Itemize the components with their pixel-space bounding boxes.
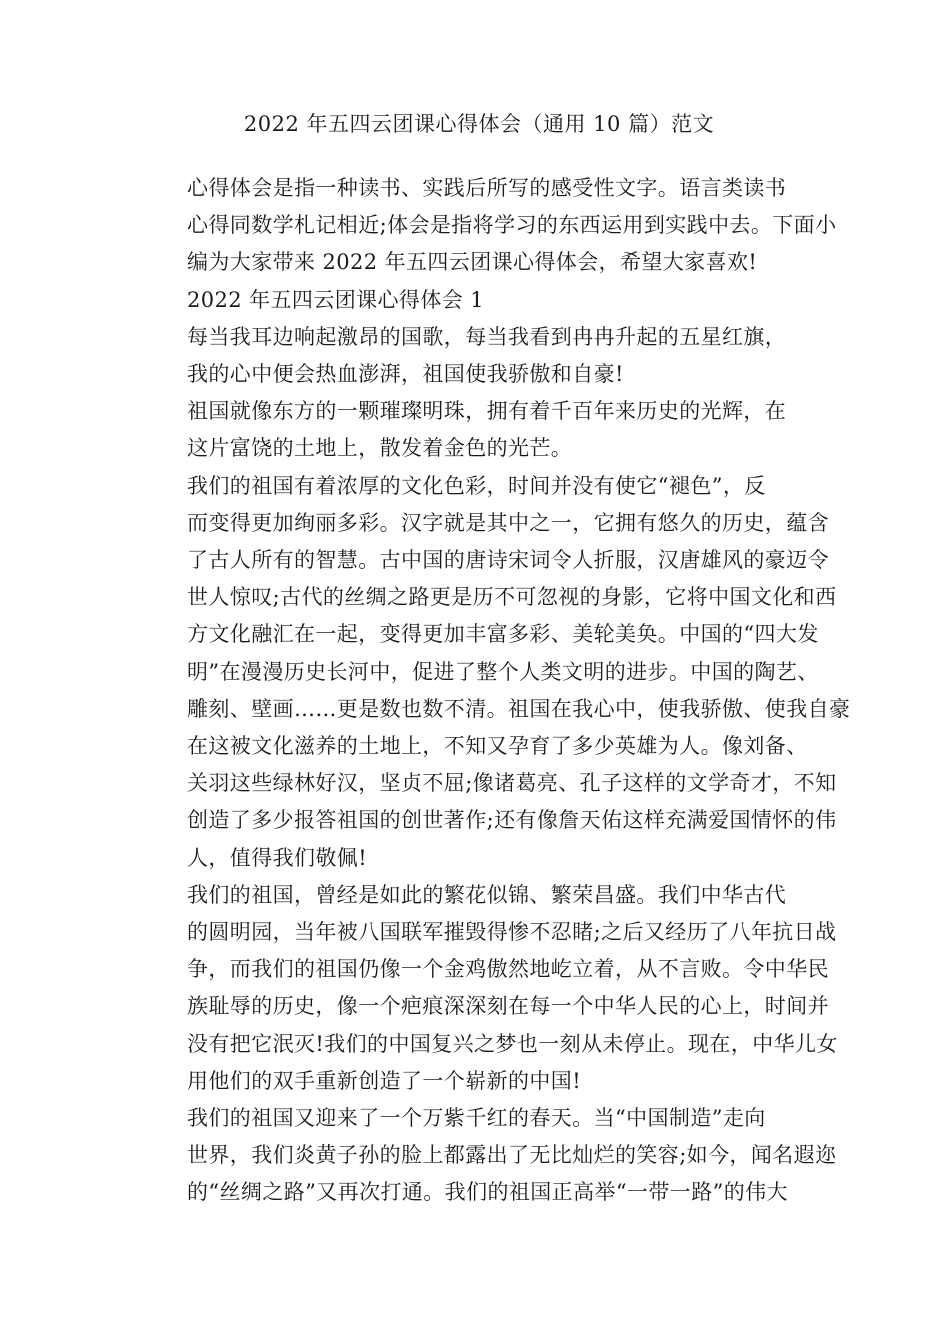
paragraph — [145, 282, 813, 319]
text-line: 心得体会是指一种读书、实践后所写的感受性文字。语言类读书 — [187, 176, 787, 200]
text-line: 编为大家带来 2022 年五四云团课心得体会，希望大家喜欢! — [187, 250, 758, 275]
paragraph — [145, 393, 813, 467]
text-line: 世人惊叹;古代的丝绸之路更是历不可忽视的身影，它将中国文化和西 — [187, 585, 837, 610]
text-line: 世界，我们炎黄子孙的脸上都露出了无比灿烂的笑容;如今，闻名遐迩 — [187, 1143, 837, 1168]
paragraph — [145, 1100, 837, 1212]
text-line: 我的心中便会热血澎湃，祖国使我骄傲和自豪! — [187, 362, 624, 387]
text-line: 族耻辱的历史，像一个疤痕深深刻在每一个中华人民的心上，时间并 — [187, 994, 829, 1019]
text-line: 没有把它泯灭!我们的中国复兴之梦也一刻从未停止。现在，中华儿女 — [187, 1031, 838, 1056]
paragraph — [145, 728, 837, 877]
paragraph — [145, 468, 851, 728]
text-line: 每当我耳边响起激昂的国歌，每当我看到冉冉升起的五星红旗， — [187, 324, 787, 349]
text-line: 我们的祖国，曾经是如此的繁花似锦、繁荣昌盛。我们中华古代 — [187, 882, 787, 907]
text-line: 这片富饶的土地上，散发着金色的光芒。 — [187, 436, 573, 461]
text-line: 人，值得我们敬佩! — [187, 845, 368, 870]
text-line: 祖国就像东方的一颗璀璨明珠，拥有着千百年来历史的光辉，在 — [187, 399, 787, 424]
text-line: 创造了多少报答祖国的创世著作;还有像詹天佑这样充满爱国情怀的伟 — [187, 808, 837, 833]
paragraph — [145, 170, 837, 282]
text-line: 用他们的双手重新创造了一个崭新的中国! — [187, 1068, 582, 1093]
text-line: 了古人所有的智慧。古中国的唐诗宋词令人折服，汉唐雄风的豪迈令 — [187, 548, 829, 573]
text-line: 的“丝绸之路”又再次打通。我们的祖国正高举“一带一路”的伟大 — [187, 1180, 788, 1205]
text-line: 在这被文化滋养的土地上，不知又孕育了多少英雄为人。像刘备、 — [187, 734, 808, 759]
text-line: 雕刻、壁画……更是数也数不清。祖国在我心中，使我骄傲、使我自豪 — [187, 696, 851, 721]
text-line: 争，而我们的祖国仍像一个金鸡傲然地屹立着，从不言败。令中华民 — [187, 957, 829, 982]
text-line: 2022 年五四云团课心得体会 1 — [187, 287, 484, 312]
text-line: 心得同数学札记相近;体会是指将学习的东西运用到实践中去。下面小 — [187, 213, 837, 238]
document-title: 2022 年五四云团课心得体会（通用 10 篇）范文 — [243, 112, 715, 136]
document-page — [145, 108, 851, 1212]
text-line: 明”在漫漫历史长河中，促进了整个人类文明的进步。中国的陶艺、 — [187, 659, 819, 684]
text-line: 的圆明园，当年被八国联军摧毁得惨不忍睹;之后又经历了八年抗日战 — [187, 920, 837, 945]
text-line: 而变得更加绚丽多彩。汉字就是其中之一，它拥有悠久的历史，蕴含 — [187, 510, 829, 535]
text-line: 我们的祖国又迎来了一个万紫千红的春天。当“中国制造”走向 — [187, 1106, 766, 1131]
text-line: 关羽这些绿林好汉，坚贞不屈;像诸葛亮、孔子这样的文学奇才，不知 — [187, 771, 837, 796]
text-line: 方文化融汇在一起，变得更加丰富多彩、美轮美奂。中国的“四大发 — [187, 622, 819, 647]
document-body — [145, 170, 851, 1212]
text-line: 我们的祖国有着浓厚的文化色彩，时间并没有使它“褪色”，反 — [187, 473, 766, 498]
paragraph — [145, 319, 813, 393]
paragraph — [145, 877, 838, 1100]
